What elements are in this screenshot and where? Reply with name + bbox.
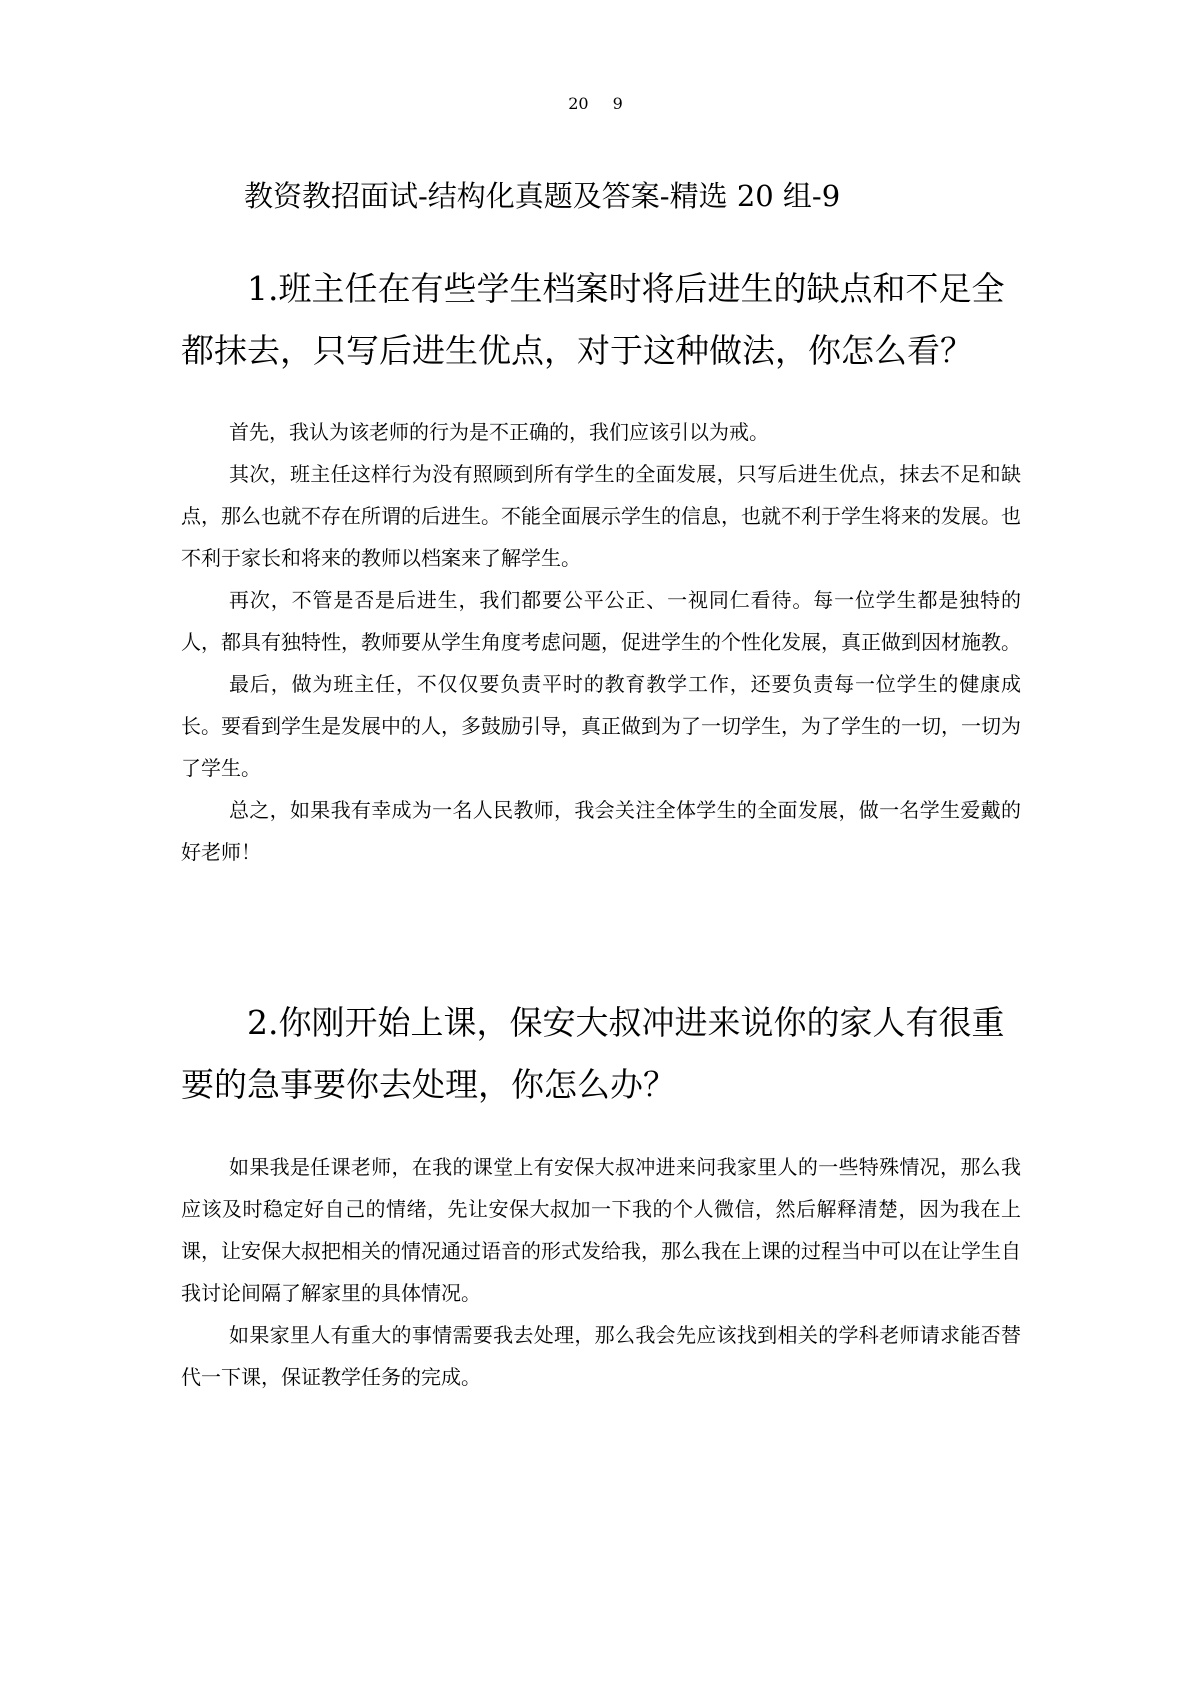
answer-paragraph: 再次，不管是否是后进生，我们都要公平公正、一视同仁看待。每一位学生都是独特的人，都具有独特性，教师要从学生角度考虑问题，促进学生的个性化发展，真正做到因材施教。 (181, 588, 1021, 654)
page-header-mark (0, 94, 1191, 113)
question-heading-2 (181, 992, 1021, 1116)
answer-block-2 (181, 1146, 1021, 1398)
document-title: 教资教招面试-结构化真题及答案-精选 20 组-9 (244, 179, 841, 213)
answer-paragraph: 最后，做为班主任，不仅仅要负责平时的教育教学工作，还要负责每一位学生的健康成长。要看到学生是发展中的人，多鼓励引导，真正做到为了一切学生，为了学生的一切，一切为了学生。 (181, 672, 1021, 780)
question-text-2: 2.你刚开始上课，保安大叔冲进来说你的家人有很重要的急事要你去处理，你怎么办？ (181, 1003, 1005, 1104)
answer-paragraph: 如果家里人有重大的事情需要我去处理，那么我会先应该找到相关的学科老师请求能否替代一下课，保证教学任务的完成。 (181, 1323, 1021, 1389)
answer-block-1 (181, 411, 1021, 873)
question-text-1: 1.班主任在有些学生档案时将后进生的缺点和不足全都抹去，只写后进生优点，对于这种做法，你怎么看？ (181, 269, 1005, 370)
answer-paragraph: 总之，如果我有幸成为一名人民教师，我会关注全体学生的全面发展，做一名学生爱戴的好老师！ (181, 798, 1021, 864)
header-mark-right: 9 (612, 94, 623, 113)
answer-paragraph: 其次，班主任这样行为没有照顾到所有学生的全面发展，只写后进生优点，抹去不足和缺点，那么也就不存在所谓的后进生。不能全面展示学生的信息，也就不利于学生将来的发展。也不利于家长和将来的教师以档案来了解学生。 (181, 462, 1021, 570)
header-mark-left: 20 (568, 94, 589, 113)
question-heading-1 (181, 258, 1021, 382)
answer-paragraph: 如果我是任课老师，在我的课堂上有安保大叔冲进来问我家里人的一些特殊情况，那么我应该及时稳定好自己的情绪，先让安保大叔加一下我的个人微信，然后解释清楚，因为我在上课，让安保大叔把相关的情况通过语音的形式发给我，那么我在上课的过程当中可以在让学生自我讨论间隔了解家里的具体情况。 (181, 1155, 1021, 1305)
answer-paragraph: 首先，我认为该老师的行为是不正确的，我们应该引以为戒。 (229, 420, 769, 444)
